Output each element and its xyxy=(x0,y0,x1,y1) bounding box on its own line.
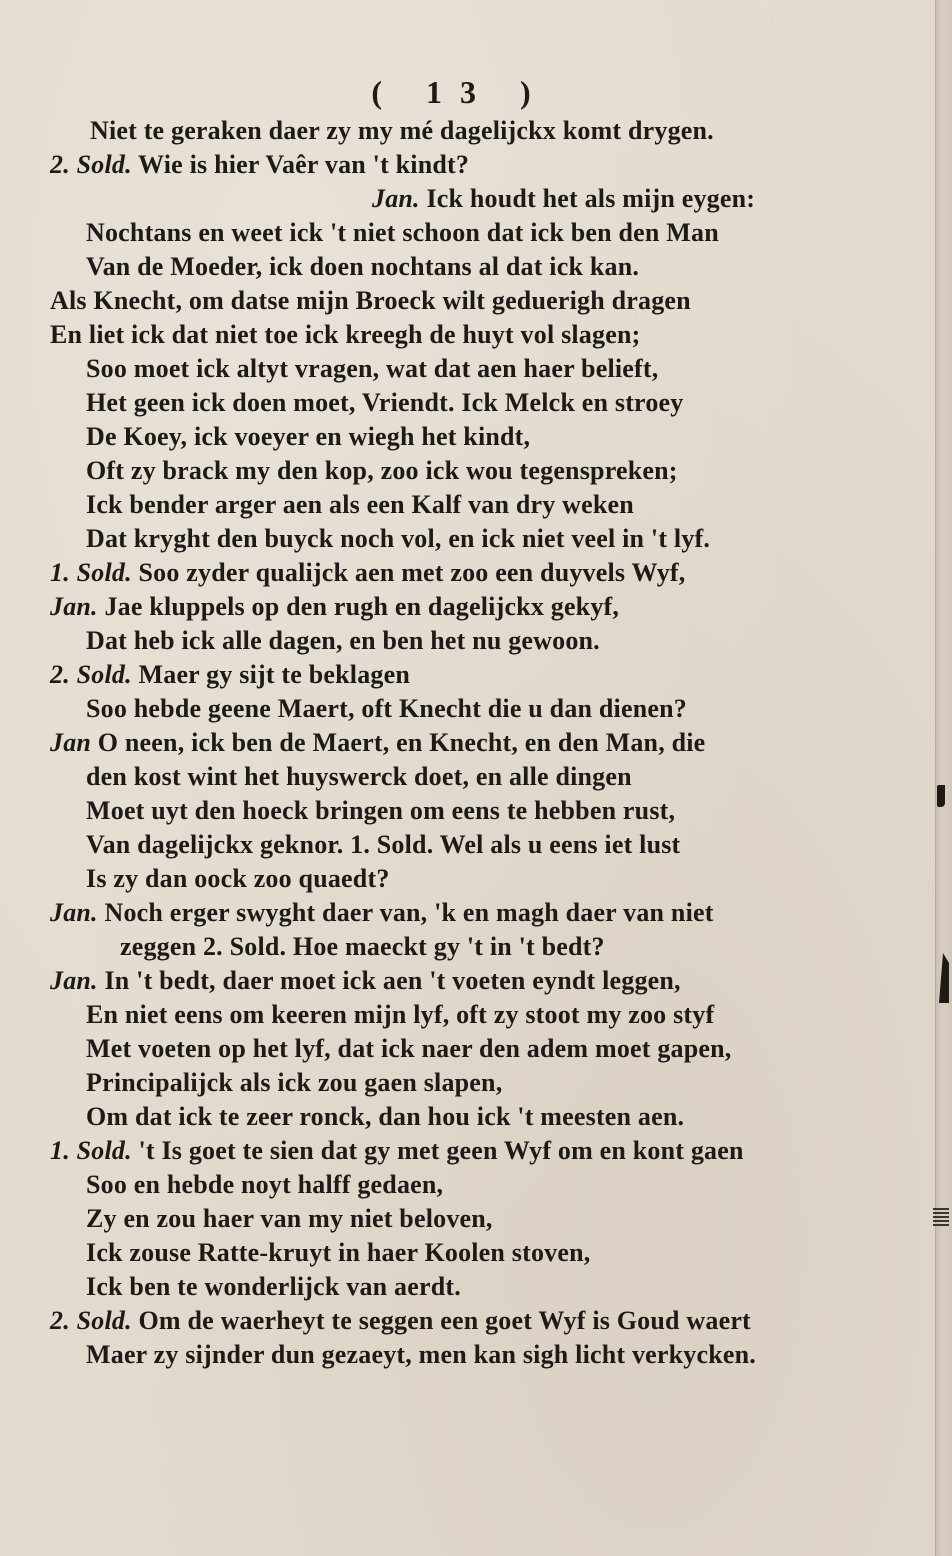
line-text: 't Is goet te sien dat gy met geen Wyf om en kont gaen xyxy=(138,1136,744,1165)
text-line xyxy=(86,762,632,792)
speaker-label: 2. Sold. xyxy=(50,1306,132,1335)
bleed-through-mark xyxy=(937,785,945,807)
speaker-label: 1. Sold. xyxy=(50,1136,132,1165)
text-line xyxy=(86,1170,443,1200)
text-line xyxy=(86,796,675,826)
line-text: Ick houdt het als mijn eygen: xyxy=(426,184,756,213)
line-text: Noch erger swyght daer van, 'k en magh daer van niet xyxy=(104,898,714,927)
text-line xyxy=(86,1068,502,1098)
line-text: den kost wint het huyswerck doet, en alle dingen xyxy=(86,762,632,791)
text-line xyxy=(86,1272,461,1302)
text-line xyxy=(120,932,605,962)
text-line xyxy=(90,116,714,146)
text-line xyxy=(50,898,714,928)
line-text: De Koey, ick voeyer en wiegh het kindt, xyxy=(86,422,531,451)
line-text: Ick ben te wonderlijck van aerdt. xyxy=(86,1272,461,1301)
line-text: Is zy dan oock zoo quaedt? xyxy=(86,864,390,893)
line-text: En niet eens om keeren mijn lyf, oft zy stoot my zoo styf xyxy=(86,1000,715,1029)
line-text: Soo en hebde noyt halff gedaen, xyxy=(86,1170,444,1199)
text-line xyxy=(50,660,410,690)
text-line xyxy=(86,1238,590,1268)
text-line xyxy=(50,1136,744,1166)
line-text: Van dagelijckx geknor. 1. Sold. Wel als u eens iet lust xyxy=(86,830,681,859)
text-line xyxy=(50,286,691,316)
line-text: Ick zouse Ratte-kruyt in haer Koolen stoven, xyxy=(86,1238,591,1267)
line-text: Soo zyder qualijck aen met zoo een duyvels Wyf, xyxy=(138,558,686,587)
speaker-label: 1. Sold. xyxy=(50,558,132,587)
line-text: Oft zy brack my den kop, zoo ick wou tegenspreken; xyxy=(86,456,678,485)
text-line xyxy=(86,626,600,656)
speaker-label: 2. Sold. xyxy=(50,150,132,179)
text-line xyxy=(86,422,530,452)
line-text: Niet te geraken daer zy my mé dagelijckx komt drygen. xyxy=(90,116,714,145)
line-text: Soo moet ick altyt vragen, wat dat aen haer belieft, xyxy=(86,354,659,383)
speaker-label: 2. Sold. xyxy=(50,660,132,689)
page-edge xyxy=(935,0,952,1556)
speaker-label: Jan. xyxy=(50,898,98,927)
line-text: Jae kluppels op den rugh en dagelijckx gekyf, xyxy=(104,592,620,621)
line-text: Om de waerheyt te seggen een goet Wyf is Goud waert xyxy=(138,1306,751,1335)
speaker-label: Jan. xyxy=(372,184,420,213)
line-text: Wie is hier Vaêr van 't kindt? xyxy=(138,150,470,179)
text-line xyxy=(86,490,634,520)
text-line xyxy=(50,558,685,588)
text-line xyxy=(50,592,619,622)
line-text: Met voeten op het lyf, dat ick naer den adem moet gapen, xyxy=(86,1034,732,1063)
binding-mark xyxy=(933,1208,949,1226)
text-line xyxy=(86,1204,493,1234)
line-text: O neen, ick ben de Maert, en Knecht, en den Man, die xyxy=(97,728,706,757)
line-text: Soo hebde geene Maert, oft Knecht die u dan dienen? xyxy=(86,694,687,723)
text-line xyxy=(86,218,719,248)
text-line xyxy=(86,1034,731,1064)
text-line xyxy=(86,456,678,486)
text-line xyxy=(50,150,469,180)
text-line xyxy=(86,252,639,282)
line-text: Als Knecht, om datse mijn Broeck wilt geduerigh dragen xyxy=(50,286,691,315)
line-text: Moet uyt den hoeck bringen om eens te hebben rust, xyxy=(86,796,676,825)
line-text: Nochtans en weet ick 't niet schoon dat ick ben den Man xyxy=(86,218,719,247)
text-line xyxy=(86,1340,756,1370)
line-text: En liet ick dat niet toe ick kreegh de huyt vol slagen; xyxy=(50,320,641,349)
text-line xyxy=(86,388,683,418)
text-line xyxy=(50,966,681,996)
speaker-label: Jan xyxy=(50,728,92,757)
text-line xyxy=(86,1102,684,1132)
text-line xyxy=(86,1000,714,1030)
line-text: Zy en zou haer van my niet beloven, xyxy=(86,1204,493,1233)
page-number: ( 13 ) xyxy=(371,74,549,110)
text-line xyxy=(50,1306,751,1336)
line-text: Om dat ick te zeer ronck, dan hou ick 't meesten aen. xyxy=(86,1102,685,1131)
text-line xyxy=(86,830,680,860)
text-line xyxy=(86,694,687,724)
line-text: Principalijck als ick zou gaen slapen, xyxy=(86,1068,503,1097)
text-line xyxy=(86,524,710,554)
line-text: Van de Moeder, ick doen nochtans al dat ick kan. xyxy=(86,252,640,281)
speaker-label: Jan. xyxy=(50,592,98,621)
line-text: Ick bender arger aen als een Kalf van dry weken xyxy=(86,490,634,519)
text-line xyxy=(50,320,640,350)
line-text: In 't bedt, daer moet ick aen 't voeten eyndt leggen, xyxy=(104,966,681,995)
line-text: Dat heb ick alle dagen, en ben het nu gewoon. xyxy=(86,626,600,655)
speaker-label: Jan. xyxy=(50,966,98,995)
text-line xyxy=(86,864,390,894)
line-text: Dat kryght den buyck noch vol, en ick niet veel in 't lyf. xyxy=(86,524,711,553)
line-text: Het geen ick doen moet, Vriendt. Ick Melck en stroey xyxy=(86,388,684,417)
line-text: Maer gy sijt te beklagen xyxy=(138,660,410,689)
line-text: zeggen 2. Sold. Hoe maeckt gy 't in 't bedt? xyxy=(120,932,605,961)
text-line xyxy=(372,184,755,214)
line-text: Maer zy sijnder dun gezaeyt, men kan sigh licht verkycken. xyxy=(86,1340,757,1369)
text-line xyxy=(50,728,705,758)
text-line xyxy=(86,354,658,384)
